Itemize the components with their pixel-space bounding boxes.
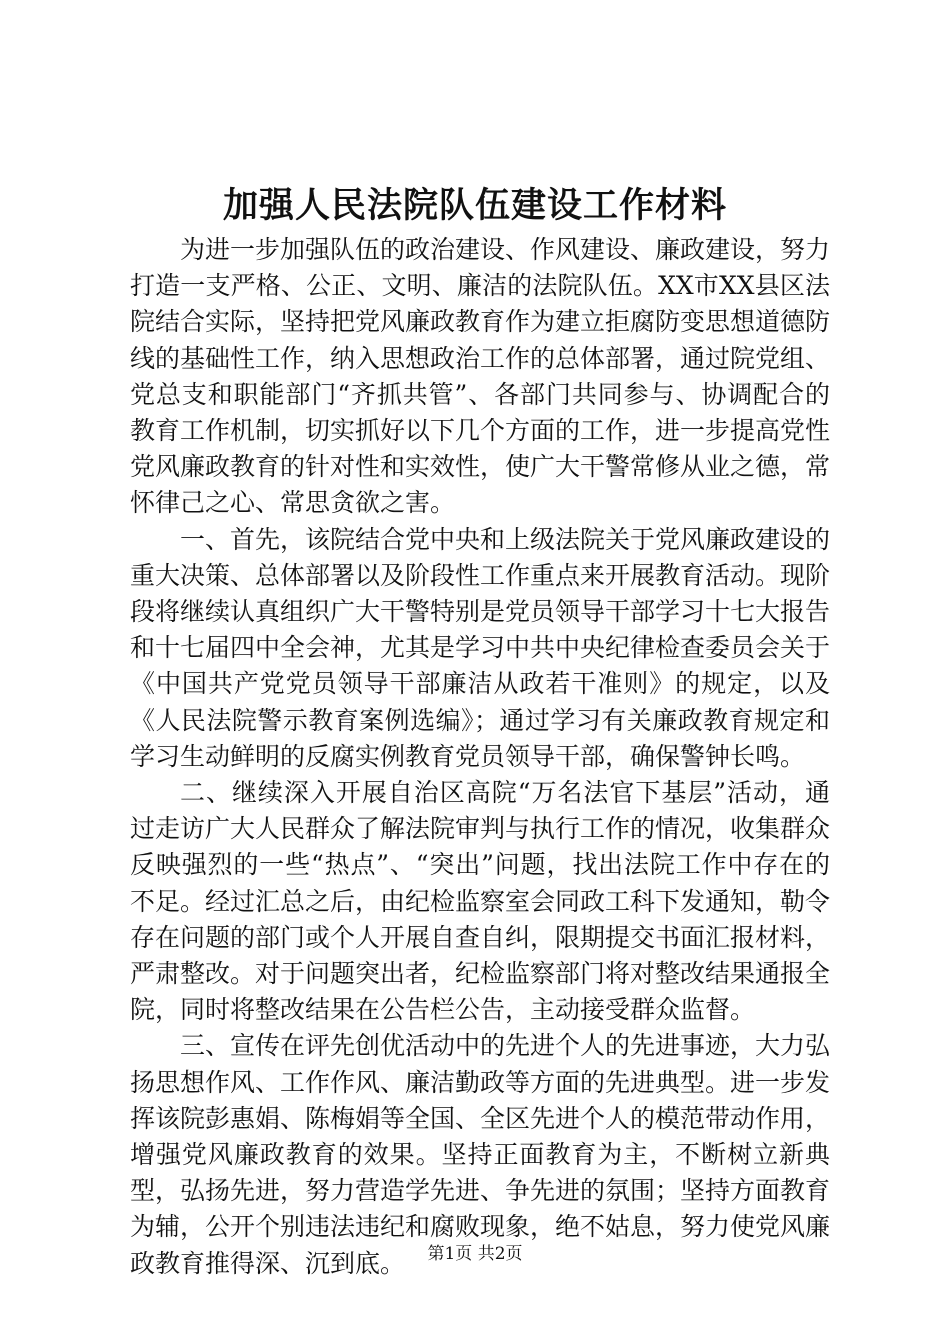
document-body	[130, 232, 830, 1282]
page-number-footer: 第1页 共2页	[427, 1244, 523, 1264]
paragraph-section-3: 三、宣传在评先创优活动中的先进个人的先进事迹，大力弘扬思想作风、工作作风、廉洁勤政等方面的先进典型。进一步发挥该院彭惠娟、陈梅娟等全国、全区先进个人的模范带动作用，增强党风廉政教育的效果。坚持正面教育为主，不断树立新典型，弘扬先进，努力营造学先进、争先进的氛围；坚持方面教育为辅，公开个别违法违纪和腐败现象，绝不姑息，努力使党风廉政教育推得深、沉到底。	[130, 1031, 831, 1278]
paragraph-section-1: 一、首先，该院结合党中央和上级法院关于党风廉政建设的重大决策、总体部署以及阶段性工作重点来开展教育活动。现阶段将继续认真组织广大干警特别是党员领导干部学习十七大报告和十七届四中全会神，尤其是学习中共中央纪律检查委员会关于《中国共产党党员领导干部廉洁从政若干准则》的规定，以及《人民法院警示教育案例选编》；通过学习有关廉政教育规定和学习生动鲜明的反腐实例教育党员领导干部，确保警钟长鸣。	[130, 524, 831, 771]
paragraph-section-2: 二、继续深入开展自治区高院“万名法官下基层”活动，通过走访广大人民群众了解法院审判与执行工作的情况，收集群众反映强烈的一些“热点”、“突出”问题，找出法院工作中存在的不足。经过汇总之后，由纪检监察室会同政工科下发通知，勒令存在问题的部门或个人开展自查自纠，限期提交书面汇报材料，严肃整改。对于问题突出者，纪检监察部门将对整改结果通报全院，同时将整改结果在公告栏公告，主动接受群众监督。	[130, 778, 831, 1025]
document-title: 加强人民法院队伍建设工作材料	[222, 185, 727, 226]
paragraph-intro: 为进一步加强队伍的政治建设、作风建设、廉政建设，努力打造一支严格、公正、文明、廉洁的法院队伍。XX市XX县区法院结合实际，坚持把党风廉政教育作为建立拒腐防变思想道德防线的基础性工作，纳入思想政治工作的总体部署，通过院党组、党总支和职能部门“齐抓共管”、各部门共同参与、协调配合的教育工作机制，切实抓好以下几个方面的工作，进一步提高党性党风廉政教育的针对性和实效性，使广大干警常修从业之德，常怀律己之心、常思贪欲之害。	[130, 235, 831, 518]
